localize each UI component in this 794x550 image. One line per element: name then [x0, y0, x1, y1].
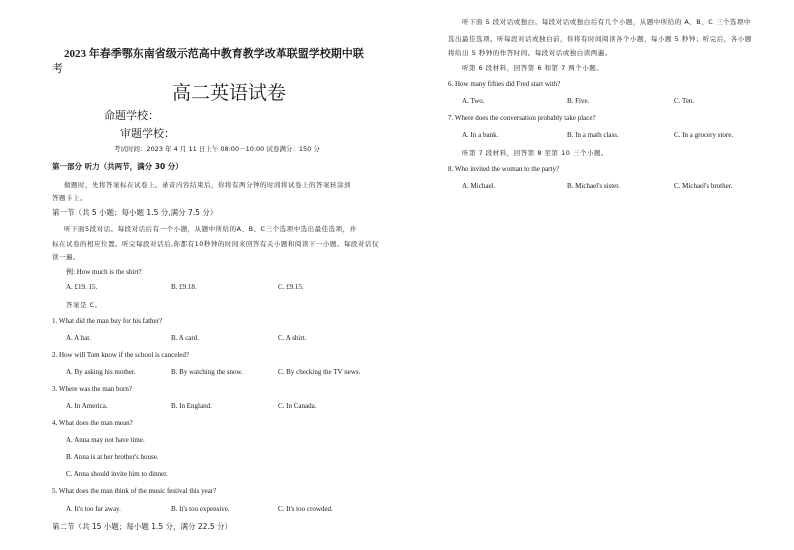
question-3: 3. Where was the man born?	[52, 385, 132, 393]
paper-title: 高二英语试卷	[172, 82, 287, 104]
exam-title-line1: 2023 年春季鄂东南省级示范高中教育教学改革联盟学校期中联	[64, 48, 364, 60]
section1-heading: 第一节（共 5 小题；每小题 1.5 分,满分 7.5 分）	[52, 208, 218, 217]
q5-option-c: C. It's too crowded.	[278, 505, 333, 513]
example-answer: 答案是 C。	[66, 301, 102, 309]
q3-option-b: B. In England.	[171, 402, 212, 410]
q2-option-c: C. By checking the TV news.	[278, 368, 361, 376]
question-4: 4. What does the man mean?	[52, 419, 133, 427]
question-5: 5. What does the man think of the music festival this year?	[52, 487, 217, 495]
q5-option-a: A. It's too far away.	[66, 505, 121, 513]
q7-option-b: B. In a math class.	[567, 131, 619, 139]
part1-intro-line1: 做题时，先将答案标在试卷上。录音内容结束后，你将有两分钟的时间将试卷上的答案转涂到	[64, 181, 351, 189]
section1-instr-line1: 听下面5段对话。每段对话后有一个小题，从题中所给的A、B、C三个选项中选出最佳选项，并	[64, 225, 357, 233]
q3-option-c: C. In Canada.	[278, 402, 317, 410]
listen-material-6: 听第 6 段材料，回答第 6 和第 7 两个小题。	[462, 64, 604, 72]
question-6: 6. How many fifties did Fred start with?	[448, 80, 561, 88]
section2-instr-line1: 听下面 5 段对话或独白。每段对话或独白后有几个小题，从题中所给的 A、B、C 三个选项中	[462, 18, 751, 26]
exam-title-line2: 考	[52, 63, 63, 75]
example-option-c: C. £9.15.	[278, 283, 304, 291]
example-option-b: B. £9.18.	[171, 283, 197, 291]
example-option-a: A. £19. 15.	[66, 283, 98, 291]
part1-heading: 第一部分 听力（共两节，满分 30 分）	[52, 162, 183, 171]
q4-option-c: C. Anna should invite him to dinner.	[66, 470, 168, 478]
part1-intro-line2: 答题卡上。	[52, 194, 87, 202]
question-8: 8. Who invited the woman to the party?	[448, 165, 560, 173]
q1-option-b: B. A card.	[171, 334, 199, 342]
example-question: 例: How much is the shirt?	[66, 268, 142, 276]
exam-info: 考试时间：2023 年 4 月 11 日上午 08:00－10:00 试卷满分：150 分	[114, 145, 320, 153]
q8-option-b: B. Michael's sister.	[567, 182, 620, 190]
q3-option-a: A. In America.	[66, 402, 108, 410]
q6-option-a: A. Two.	[462, 97, 485, 105]
q2-option-a: A. By asking his mother.	[66, 368, 136, 376]
q2-option-b: B. By watching the snow.	[171, 368, 243, 376]
q1-option-a: A. A hat.	[66, 334, 91, 342]
q6-option-b: B. Five.	[567, 97, 590, 105]
section2-instr-line3: 将给出 5 秒钟的作答时间。每段对话或独白读两遍。	[448, 49, 612, 57]
q8-option-a: A. Michael.	[462, 182, 496, 190]
q5-option-b: B. It's too expensive.	[171, 505, 230, 513]
section2-instr-line2: 选出最佳选项。听每段对话或独白前，你将有时间阅读各个小题，每小题 5 秒钟；听完后，各小题	[448, 35, 752, 43]
q4-option-b: B. Anna is at her brother's house.	[66, 453, 159, 461]
q7-option-a: A. In a bank.	[462, 131, 499, 139]
question-7: 7. Where does the conversation probably take place?	[448, 114, 596, 122]
q6-option-c: C. Ten.	[674, 97, 695, 105]
section1-instr-line3: 读一遍。	[52, 253, 80, 261]
section1-instr-line2: 标在试卷的相应位置。听完每段对话后,你都有10秒钟的时间来回答有关小题和阅读下一小题。每段对话仅	[52, 240, 379, 248]
reviewer-school-label: 审题学校：	[120, 127, 175, 140]
setter-school-label: 命题学校：	[104, 109, 159, 122]
q4-option-a: A. Anna may not have time.	[66, 436, 145, 444]
q1-option-c: C. A shirt.	[278, 334, 307, 342]
section2-heading: 第二节（共 15 小题；每小题 1.5 分，满分 22.5 分）	[52, 522, 232, 531]
listen-material-7: 听第 7 段材料，回答第 8 至第 10 三个小题。	[462, 149, 608, 157]
question-1: 1. What did the man buy for his father?	[52, 317, 163, 325]
q8-option-c: C. Michael's brother.	[674, 182, 733, 190]
question-2: 2. How will Tom know if the school is canceled?	[52, 351, 190, 359]
q7-option-c: C. In a grocery store.	[674, 131, 734, 139]
